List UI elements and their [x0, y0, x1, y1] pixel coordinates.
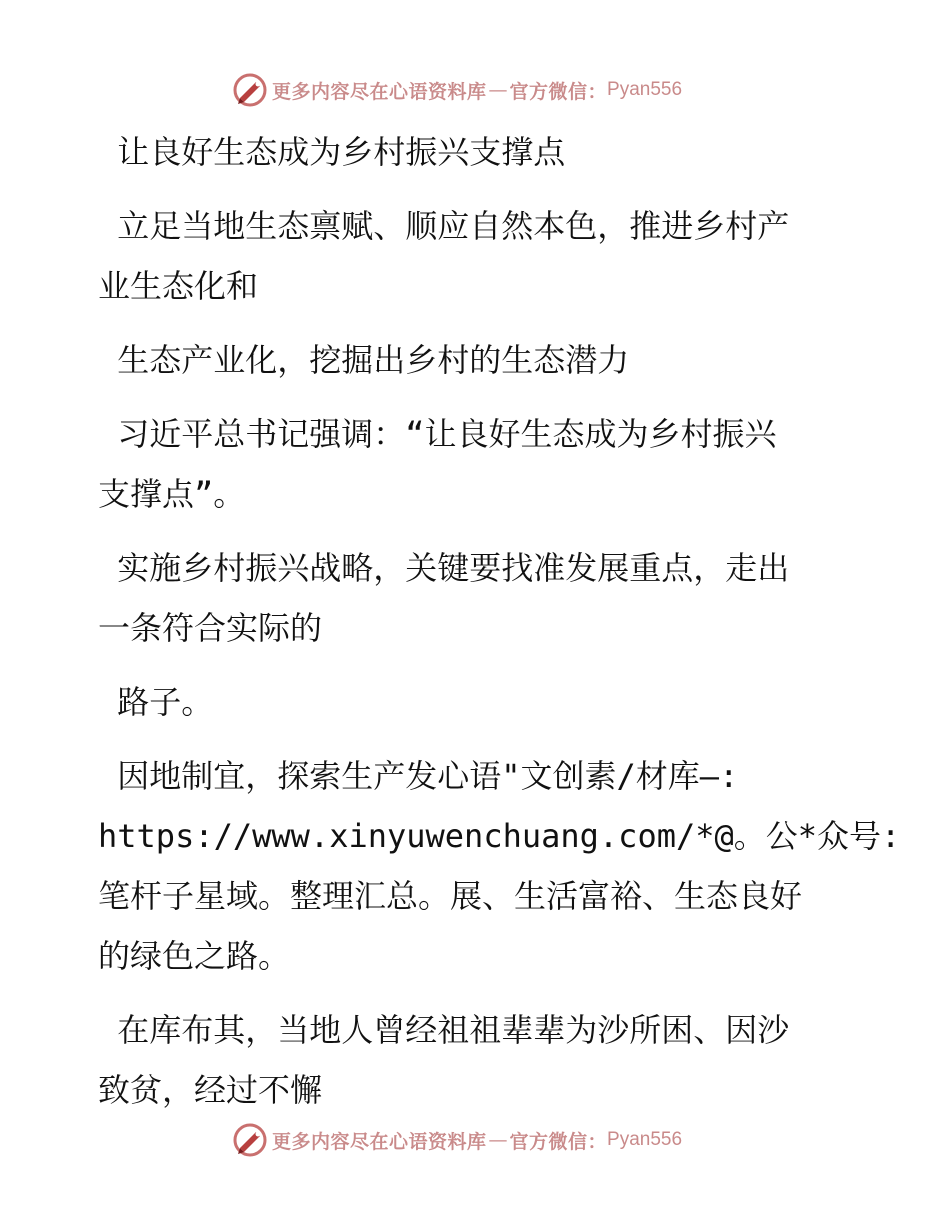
text-line: 笔杆子星域。整理汇总。展、生活富裕、生态良好: [98, 877, 803, 915]
text-line: 致贫，经过不懈: [98, 1071, 323, 1109]
document-body: [98, 122, 901, 1120]
text-line: 因地制宜，探索生产发心语"文创素/材库—:: [98, 757, 739, 795]
banner-separator: —: [488, 79, 508, 101]
text-line: 在库布其，当地人曾经祖祖辈辈为沙所困、因沙: [98, 1011, 790, 1049]
text-line: 的绿色之路。: [98, 937, 291, 975]
banner-wechat-label: 官方微信：: [509, 1130, 608, 1153]
paragraph: [98, 538, 858, 658]
text-line: 习近平总书记强调：“让良好生态成为乡村振兴: [98, 415, 777, 453]
paragraph: [98, 672, 858, 732]
pen-logo-icon: [232, 1122, 268, 1158]
text-line: 生态产业化，挖掘出乡村的生态潜力: [98, 341, 630, 379]
text-line: 让良好生态成为乡村振兴支撑点: [98, 133, 566, 171]
banner-wechat-id: Pyan556: [607, 79, 683, 100]
text-line: 支撑点”。: [98, 475, 246, 513]
text-line: 立足当地生态禀赋、顺应自然本色，推进乡村产: [98, 207, 790, 245]
text-line: 一条符合实际的: [98, 609, 323, 647]
paragraph: [98, 746, 901, 986]
text-line: 业生态化和: [98, 267, 259, 305]
banner-wechat-id: Pyan556: [607, 1129, 683, 1150]
banner-wechat-label: 官方微信：: [509, 80, 608, 103]
banner-site-text: 更多内容尽在心语资料库: [272, 80, 487, 103]
text-line: 实施乡村振兴战略，关键要找准发展重点，走出: [98, 549, 790, 587]
header-banner: [232, 70, 682, 110]
paragraph: [98, 122, 858, 182]
banner-site-text: 更多内容尽在心语资料库: [272, 1130, 487, 1153]
pen-logo-icon: [232, 72, 268, 108]
paragraph: [98, 196, 858, 316]
text-line: https://www.xinyuwenchuang.com/*@。公*众号:: [98, 817, 901, 855]
text-line: 路子。: [98, 683, 214, 721]
banner-separator: —: [488, 1129, 508, 1151]
paragraph: [98, 404, 858, 524]
paragraph: [98, 330, 858, 390]
paragraph: [98, 1000, 858, 1120]
footer-banner: [232, 1120, 682, 1160]
